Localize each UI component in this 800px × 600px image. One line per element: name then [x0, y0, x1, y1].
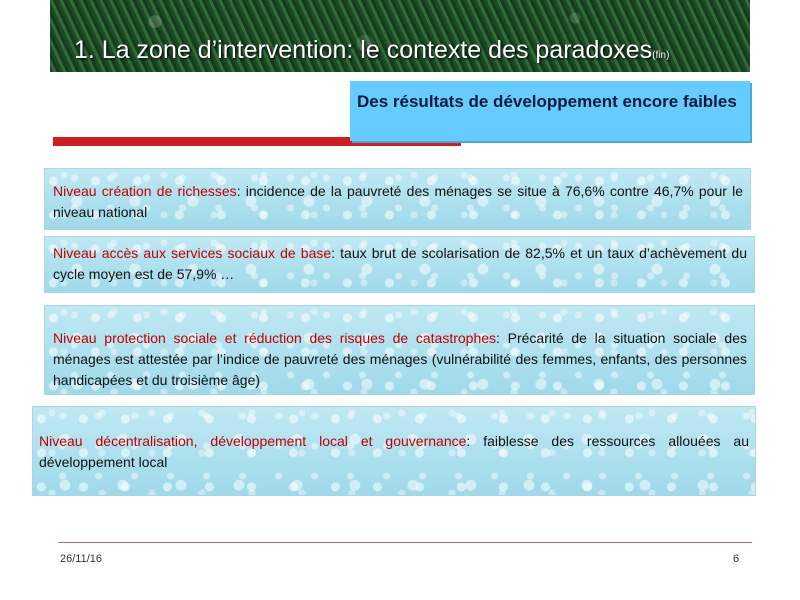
block-label: Niveau création de richesses [53, 183, 237, 199]
block-richesses [44, 168, 751, 230]
block-body: : taux brut de scolarisation de 82,5% et un taux d’achèvement du cycle moyen est de 57,9% … [53, 245, 747, 282]
footer-divider [58, 542, 752, 543]
block-label: Niveau décentralisation, développement local et gouvernance [39, 433, 467, 449]
block-label: Niveau protection sociale et réduction des risques de catastrophes [53, 330, 497, 346]
block-decentralisation [32, 406, 756, 496]
block-text [53, 181, 743, 223]
block-text [39, 431, 749, 473]
block-body: : Précarité de la situation sociale des ménages est attestée par l’indice de pauvreté des ménages (vulnérabilité des femmes, enfants, des personnes handicapées et du troisième âge) [53, 330, 747, 388]
title-banner [50, 0, 750, 72]
footer-date: 26/11/16 [60, 553, 103, 565]
block-label: Niveau accès aux services sociaux de base [53, 245, 332, 261]
slide-title-suffix: (fin) [652, 50, 670, 61]
slide-title [74, 36, 669, 65]
block-text [53, 328, 747, 391]
page-number: 6 [733, 553, 740, 565]
block-body: : faiblesse des ressources allouées au développement local [39, 433, 749, 470]
block-body: : incidence de la pauvreté des ménages se situe à 76,6% contre 46,7% pour le niveau national [53, 183, 743, 220]
slide-title-main: 1. La zone d’intervention: le contexte des paradoxes [74, 36, 653, 64]
block-text [53, 243, 747, 285]
subtitle-box [350, 81, 750, 141]
block-services-sociaux [44, 236, 755, 293]
block-protection-sociale [44, 305, 755, 395]
subtitle-text: Des résultats de développement encore faibles [357, 92, 737, 111]
